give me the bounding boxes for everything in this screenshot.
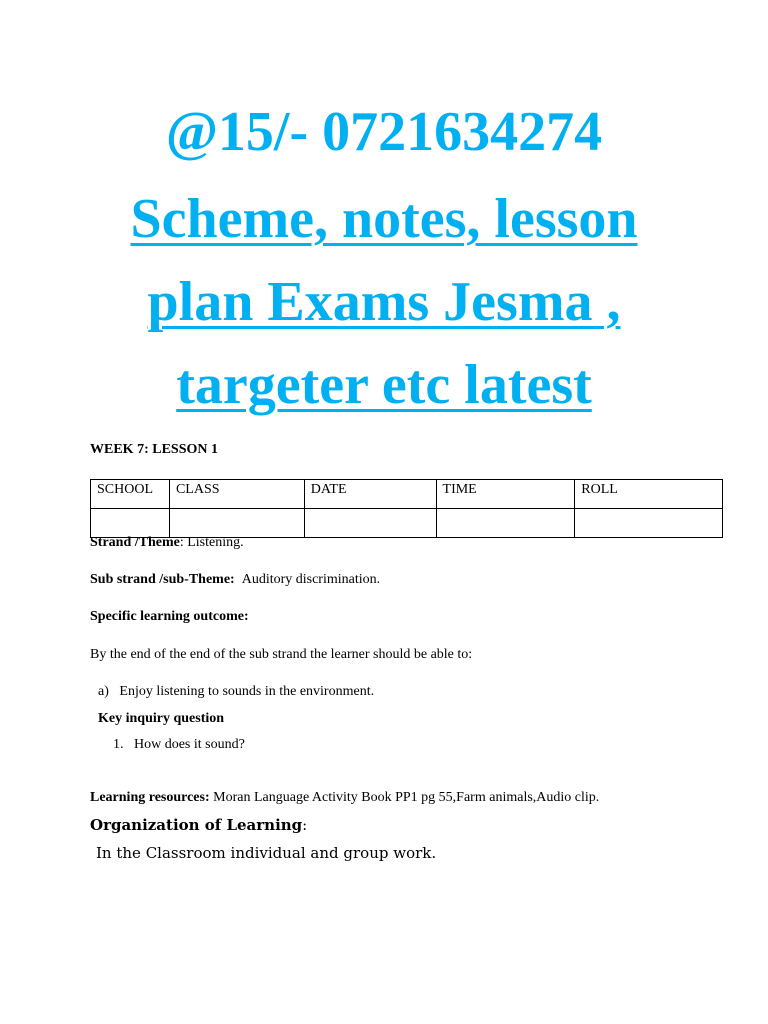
resources-value: Moran Language Activity Book PP1 pg 55,Farm animals,Audio clip. <box>213 790 600 805</box>
organization-colon: : <box>302 816 308 834</box>
table-header-roll: ROLL <box>575 480 723 509</box>
outcome-item-text: Enjoy listening to sounds in the environment. <box>119 684 375 699</box>
strand-label: Strand /Theme <box>90 535 180 550</box>
table-header-date: DATE <box>304 480 436 509</box>
inquiry-item-text: How does it sound? <box>134 737 245 752</box>
promo-phone-line: @15/- 0721634274 <box>165 101 603 163</box>
outcome-intro: By the end of the end of the sub strand the learner should be able to: <box>90 647 473 662</box>
inquiry-list-item <box>113 737 245 753</box>
promo-title-line-2[interactable]: plan Exams Jesma , <box>147 271 621 333</box>
inquiry-item-marker: 1. <box>113 737 124 752</box>
resources-label: Learning resources: <box>90 790 210 805</box>
strand-value: : Listening. <box>179 535 244 550</box>
strand-line <box>90 535 244 551</box>
table-row <box>91 509 723 538</box>
table-header-row <box>91 480 723 509</box>
outcome-item-marker: a) <box>98 684 109 699</box>
lesson-info-table <box>90 479 723 538</box>
substrand-label: Sub strand /sub-Theme: <box>90 572 235 587</box>
table-cell-time <box>436 509 575 538</box>
promo-title-line-1[interactable]: Scheme, notes, lesson <box>130 188 638 250</box>
table-cell-school <box>91 509 170 538</box>
promo-title-line-3[interactable]: targeter etc latest <box>176 354 592 416</box>
inquiry-heading: Key inquiry question <box>98 711 225 726</box>
substrand-line <box>90 572 380 588</box>
table-cell-date <box>304 509 436 538</box>
table-header-class: CLASS <box>169 480 304 509</box>
substrand-value: Auditory discrimination. <box>241 572 381 587</box>
resources-line <box>90 790 599 806</box>
organization-heading-line <box>90 816 307 834</box>
outcome-heading: Specific learning outcome: <box>90 609 249 624</box>
week-heading: WEEK 7: LESSON 1 <box>90 442 218 457</box>
table-cell-roll <box>575 509 723 538</box>
organization-label: Organization of Learning <box>90 816 303 834</box>
table-cell-class <box>169 509 304 538</box>
outcome-list-item <box>98 684 374 700</box>
table-header-school: SCHOOL <box>91 480 170 509</box>
promo-header <box>0 96 768 427</box>
organization-value: In the Classroom individual and group work. <box>96 844 437 862</box>
table-header-time: TIME <box>436 480 575 509</box>
